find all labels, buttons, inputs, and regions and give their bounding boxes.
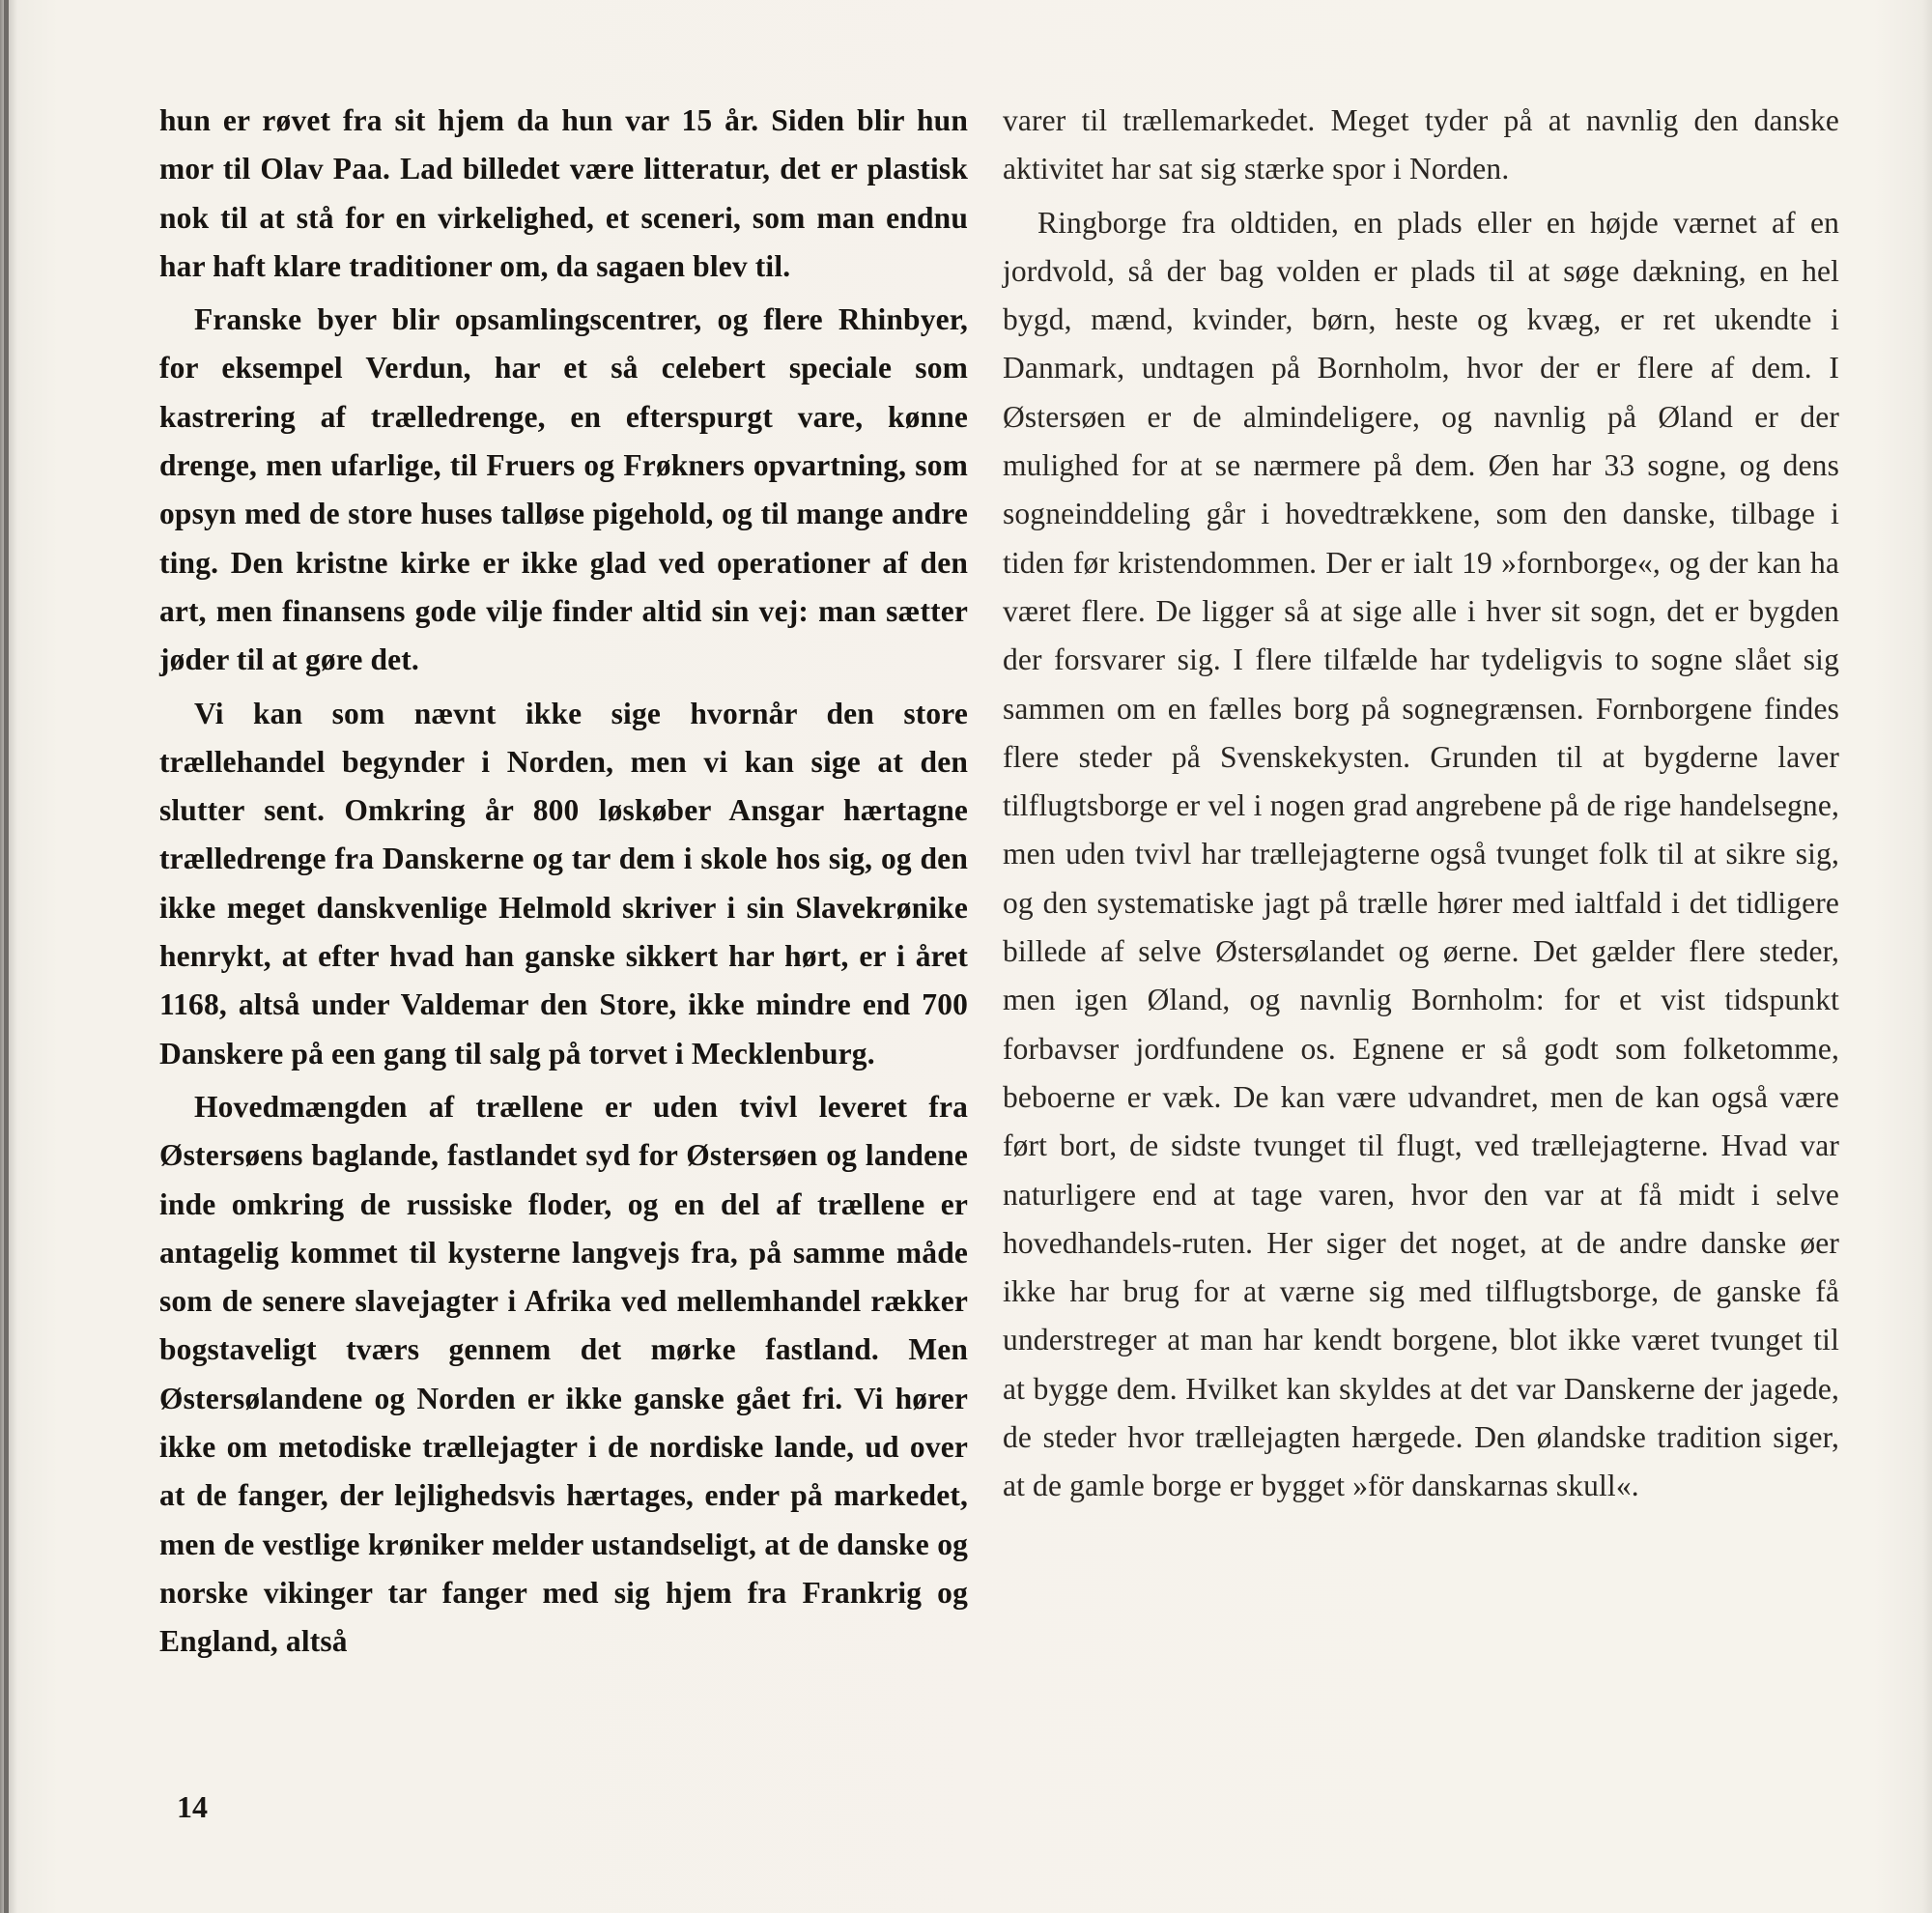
paragraph: Hovedmængden af trællene er uden tvivl leveret fra Østersøens baglande, fastlandet syd for Østersøen og landene inde omkring de russiske floder, og en del af trællene er antagelig kommet til kysterne langvejs fra, på samme måde som de senere slavejagter i Afrika ved mellemhandel rækker bogstaveligt tværs gennem det mørke fastland. Men Østersølandene og Norden er ikke ganske gået fri. Vi hører ikke om metodiske trællejagter i de nordiske lande, ud over at de fanger, der lejlighedsvis hærtages, ender på markedet, men de vestlige krøniker melder ustandseligt, at de danske og norske vikinger tar fanger med sig hjem fra Frankrig og England, altså (159, 1089, 968, 1659)
page-number: 14 (177, 1789, 208, 1824)
page-binding-edge (4, 0, 9, 1913)
left-text-column (159, 97, 968, 1667)
paragraph: varer til trællemarkedet. Meget tyder på at navnlig den danske aktivitet har sat sig stærke spor i Norden. (1003, 103, 1839, 186)
paragraph: Ringborge fra oldtiden, en plads eller en højde værnet af en jordvold, så der bag volden er plads til at søge dækning, en hel bygd, mænd, kvinder, børn, heste og kvæg, er ret ukendte i Danmark, undtagen på Bornholm, hvor der er flere af dem. I Østersøen er de almindeligere, og navnlig på Øland er der mulighed for at se nærmere på dem. Øen har 33 sogne, og dens sogneinddeling går i hovedtrækkene, som den danske, tilbage i tiden før kristendommen. Der er ialt 19 »fornborge«, og der kan ha været flere. De ligger så at sige alle i hver sit sogn, det er bygden der forsvarer sig. I flere tilfælde har tydeligvis to sogne slået sig sammen om en fælles borg på sognegrænsen. Fornborgene findes flere steder på Svenskekysten. Grunden til at bygderne laver tilflugtsborge er vel i nogen grad angrebene på de rige handelsegne, men uden tvivl har trællejagterne også tvunget folk til at sikre sig, og den systematiske jagt på trælle hører med ialtfald i det tidligere billede af selve Østersølandet og øerne. Det gælder flere steder, men igen Øland, og navnlig Bornholm: for et vist tidspunkt forbavser jordfundene os. Egnene er så godt som folketomme, beboerne er væk. De kan være udvandret, men de kan også være ført bort, de sidste tvunget til flugt, ved trællejagterne. Hvad var naturligere end at tage varen, hvor den var at få midt i selve hovedhandels-ruten. Her siger det noget, at de andre danske øer ikke har brug for at værne sig med tilflugtsborge, de ganske få understreger at man har kendt borgene, blot ikke været tvunget til at bygge dem. Hvilket kan skyldes at det var Danskerne der jagede, de steder hvor trællejagten hærgede. Den ølandske tradition siger, at de gamle borge er bygget »för danskarnas skull«. (1003, 205, 1839, 1503)
paragraph: Franske byer blir opsamlingscentrer, og flere Rhinbyer, for eksempel Verdun, har et så celebert speciale som kastrering af trælledrenge, en efterspurgt vare, kønne drenge, men ufarlige, til Fruers og Frøkners opvartning, som opsyn med de store huses talløse pigehold, og til mange andre ting. Den kristne kirke er ikke glad ved operationer af den art, men finansens gode vilje finder altid sin vej: man sætter jøder til at gøre det. (159, 302, 968, 677)
paragraph: hun er røvet fra sit hjem da hun var 15 år. Siden blir hun mor til Olav Paa. Lad billedet være litteratur, det er plastisk nok til at stå for en virkelighed, et sceneri, som man endnu har haft klare traditioner om, da sagaen blev til. (159, 103, 968, 283)
paragraph: Vi kan som nævnt ikke sige hvornår den store trællehandel begynder i Norden, men vi kan sige at den slutter sent. Omkring år 800 løskøber Ansgar hærtagne trælledrenge fra Danskerne og tar dem i skole hos sig, og den ikke meget danskvenlige Helmold skriver i sin Slavekrønike henrykt, at efter hvad han ganske sikkert har hørt, er i året 1168, altså under Valdemar den Store, ikke mindre end 700 Danskere på een gang til salg på torvet i Mecklenburg. (159, 696, 968, 1071)
right-text-column (1003, 97, 1839, 1511)
